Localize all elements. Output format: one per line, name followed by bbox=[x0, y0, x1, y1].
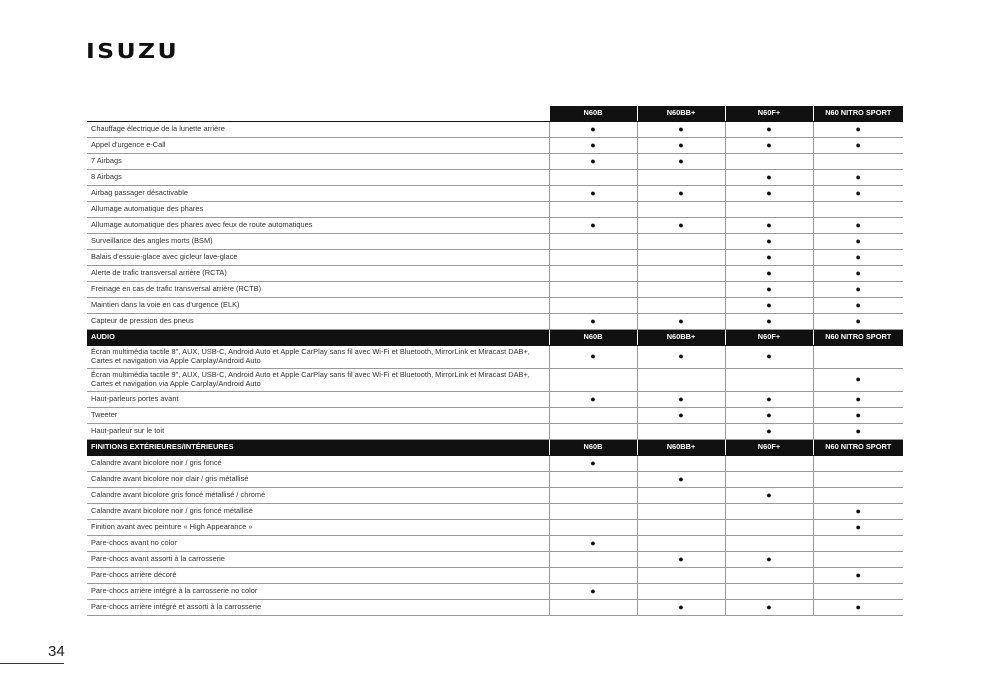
bullet-icon: ● bbox=[855, 219, 861, 230]
feature-label: Pare-chocs arrière intégré à la carrosserie no color bbox=[87, 584, 549, 600]
availability-cell-empty bbox=[813, 202, 903, 218]
availability-cell-empty bbox=[813, 154, 903, 170]
section-header bbox=[87, 106, 903, 122]
availability-cell-empty bbox=[637, 298, 725, 314]
table-row bbox=[87, 520, 903, 536]
table-row bbox=[87, 456, 903, 472]
availability-cell-empty bbox=[637, 520, 725, 536]
availability-cell bbox=[813, 234, 903, 250]
page-number: 34 bbox=[48, 643, 65, 660]
feature-label: Airbag passager désactivable bbox=[87, 186, 549, 202]
availability-cell-empty bbox=[725, 568, 813, 584]
bullet-icon: ● bbox=[678, 155, 684, 166]
bullet-icon: ● bbox=[590, 123, 596, 134]
availability-cell bbox=[725, 186, 813, 202]
feature-label: Alerte de trafic transversal arrière (RCTA) bbox=[87, 266, 549, 282]
bullet-icon: ● bbox=[590, 187, 596, 198]
availability-cell bbox=[725, 392, 813, 408]
bullet-icon: ● bbox=[766, 139, 772, 150]
availability-cell bbox=[725, 250, 813, 266]
availability-cell bbox=[813, 408, 903, 424]
bullet-icon: ● bbox=[855, 409, 861, 420]
availability-cell-empty bbox=[637, 369, 725, 392]
bullet-icon: ● bbox=[590, 315, 596, 326]
table-row bbox=[87, 584, 903, 600]
availability-cell-empty bbox=[549, 202, 637, 218]
table-row bbox=[87, 170, 903, 186]
availability-cell-empty bbox=[637, 488, 725, 504]
column-header: N60F+ bbox=[725, 106, 813, 122]
feature-label: Balais d'essuie-glace avec gicleur lave-glace bbox=[87, 250, 549, 266]
availability-cell bbox=[637, 346, 725, 369]
availability-cell-empty bbox=[813, 584, 903, 600]
bullet-icon: ● bbox=[766, 267, 772, 278]
availability-cell bbox=[813, 282, 903, 298]
table-row bbox=[87, 536, 903, 552]
bullet-icon: ● bbox=[855, 569, 861, 580]
section-header bbox=[87, 330, 903, 346]
availability-cell bbox=[725, 282, 813, 298]
bullet-icon: ● bbox=[855, 251, 861, 262]
availability-cell-empty bbox=[813, 472, 903, 488]
availability-cell bbox=[813, 369, 903, 392]
section-title: AUDIO bbox=[87, 330, 549, 346]
column-header: N60B bbox=[549, 330, 637, 346]
availability-cell bbox=[549, 154, 637, 170]
availability-cell-empty bbox=[637, 536, 725, 552]
availability-cell bbox=[549, 584, 637, 600]
column-header: N60F+ bbox=[725, 330, 813, 346]
feature-label: 8 Airbags bbox=[87, 170, 549, 186]
bullet-icon: ● bbox=[678, 473, 684, 484]
availability-cell bbox=[813, 298, 903, 314]
availability-cell bbox=[813, 520, 903, 536]
table-row bbox=[87, 424, 903, 440]
table-row bbox=[87, 392, 903, 408]
bullet-icon: ● bbox=[590, 585, 596, 596]
bullet-icon: ● bbox=[855, 374, 861, 385]
availability-cell bbox=[813, 504, 903, 520]
availability-cell-empty bbox=[725, 456, 813, 472]
availability-cell bbox=[725, 346, 813, 369]
availability-cell bbox=[637, 600, 725, 616]
table-row bbox=[87, 552, 903, 568]
table-row bbox=[87, 202, 903, 218]
availability-cell bbox=[813, 170, 903, 186]
feature-label: Écran multimédia tactile 9'', AUX, USB-C, Android Auto et Apple CarPlay sans fil avec Wi-Fi et Bluetooth, MirrorLink et Miracast DAB+, Cartes et navigation via Apple Carplay/Android Auto bbox=[87, 369, 549, 392]
availability-cell bbox=[725, 552, 813, 568]
availability-cell-empty bbox=[549, 408, 637, 424]
availability-cell bbox=[637, 472, 725, 488]
availability-cell-empty bbox=[813, 488, 903, 504]
availability-cell-empty bbox=[725, 520, 813, 536]
availability-cell bbox=[549, 314, 637, 330]
availability-cell bbox=[813, 266, 903, 282]
availability-cell-empty bbox=[637, 456, 725, 472]
bullet-icon: ● bbox=[855, 425, 861, 436]
availability-cell bbox=[725, 138, 813, 154]
bullet-icon: ● bbox=[678, 139, 684, 150]
feature-label: Pare-chocs avant no color bbox=[87, 536, 549, 552]
availability-cell bbox=[725, 314, 813, 330]
table-row bbox=[87, 369, 903, 392]
bullet-icon: ● bbox=[766, 409, 772, 420]
bullet-icon: ● bbox=[766, 219, 772, 230]
table-row bbox=[87, 472, 903, 488]
availability-cell bbox=[813, 568, 903, 584]
column-header: N60B bbox=[549, 106, 637, 122]
feature-label: Tweeter bbox=[87, 408, 549, 424]
bullet-icon: ● bbox=[855, 235, 861, 246]
feature-label: Haut-parleurs portes avant bbox=[87, 392, 549, 408]
column-header: N60BB+ bbox=[637, 106, 725, 122]
table-row bbox=[87, 218, 903, 234]
availability-cell bbox=[725, 170, 813, 186]
availability-cell-empty bbox=[549, 250, 637, 266]
availability-cell bbox=[637, 552, 725, 568]
availability-cell-empty bbox=[637, 584, 725, 600]
availability-cell-empty bbox=[549, 568, 637, 584]
table-row bbox=[87, 234, 903, 250]
bullet-icon: ● bbox=[766, 235, 772, 246]
bullet-icon: ● bbox=[766, 187, 772, 198]
availability-cell-empty bbox=[637, 170, 725, 186]
bullet-icon: ● bbox=[678, 393, 684, 404]
availability-cell bbox=[813, 392, 903, 408]
availability-cell-empty bbox=[725, 202, 813, 218]
availability-cell bbox=[725, 122, 813, 138]
availability-cell-empty bbox=[549, 282, 637, 298]
section-title-blank bbox=[87, 106, 549, 122]
section-header bbox=[87, 440, 903, 456]
availability-cell-empty bbox=[549, 552, 637, 568]
availability-cell-empty bbox=[637, 424, 725, 440]
bullet-icon: ● bbox=[590, 457, 596, 468]
feature-label: Freinage en cas de trafic transversal arrière (RCTB) bbox=[87, 282, 549, 298]
availability-cell bbox=[549, 456, 637, 472]
availability-cell bbox=[813, 218, 903, 234]
bullet-icon: ● bbox=[766, 171, 772, 182]
availability-cell-empty bbox=[725, 504, 813, 520]
availability-cell-empty bbox=[813, 552, 903, 568]
availability-cell bbox=[725, 600, 813, 616]
availability-cell bbox=[637, 122, 725, 138]
feature-label: Pare-chocs arrière intégré et assorti à la carrosserie bbox=[87, 600, 549, 616]
column-header: N60 NITRO SPORT bbox=[813, 330, 903, 346]
bullet-icon: ● bbox=[855, 283, 861, 294]
page-number-rule bbox=[0, 663, 64, 664]
availability-cell-empty bbox=[725, 536, 813, 552]
bullet-icon: ● bbox=[678, 601, 684, 612]
bullet-icon: ● bbox=[855, 171, 861, 182]
availability-cell-empty bbox=[549, 504, 637, 520]
availability-cell bbox=[725, 218, 813, 234]
availability-cell bbox=[549, 122, 637, 138]
availability-cell bbox=[813, 250, 903, 266]
bullet-icon: ● bbox=[590, 393, 596, 404]
availability-cell-empty bbox=[549, 234, 637, 250]
bullet-icon: ● bbox=[766, 123, 772, 134]
availability-cell-empty bbox=[813, 456, 903, 472]
feature-label: Maintien dans la voie en cas d'urgence (ELK) bbox=[87, 298, 549, 314]
column-header: N60F+ bbox=[725, 440, 813, 456]
feature-label: Finition avant avec peinture « High Appearance » bbox=[87, 520, 549, 536]
bullet-icon: ● bbox=[855, 505, 861, 516]
feature-label: Chauffage électrique de la lunette arrière bbox=[87, 122, 549, 138]
availability-cell-empty bbox=[549, 298, 637, 314]
bullet-icon: ● bbox=[855, 139, 861, 150]
availability-cell-empty bbox=[725, 584, 813, 600]
brand-logo: ISUZU bbox=[86, 39, 180, 63]
availability-cell-empty bbox=[637, 282, 725, 298]
availability-cell bbox=[813, 314, 903, 330]
bullet-icon: ● bbox=[855, 521, 861, 532]
column-header: N60 NITRO SPORT bbox=[813, 106, 903, 122]
bullet-icon: ● bbox=[678, 351, 684, 362]
bullet-icon: ● bbox=[766, 283, 772, 294]
equipment-table bbox=[87, 106, 903, 616]
bullet-icon: ● bbox=[766, 425, 772, 436]
table-row bbox=[87, 504, 903, 520]
bullet-icon: ● bbox=[766, 315, 772, 326]
feature-label: Calandre avant bicolore noir / gris foncé métallisé bbox=[87, 504, 549, 520]
feature-label: Calandre avant bicolore noir clair / gris métallisé bbox=[87, 472, 549, 488]
availability-cell bbox=[549, 186, 637, 202]
availability-cell bbox=[549, 536, 637, 552]
feature-label: Allumage automatique des phares avec feux de route automatiques bbox=[87, 218, 549, 234]
table-row bbox=[87, 250, 903, 266]
availability-cell-empty bbox=[725, 472, 813, 488]
availability-cell bbox=[637, 138, 725, 154]
feature-label: Surveillance des angles morts (BSM) bbox=[87, 234, 549, 250]
bullet-icon: ● bbox=[678, 123, 684, 134]
table-row bbox=[87, 154, 903, 170]
availability-cell-empty bbox=[549, 488, 637, 504]
availability-cell-empty bbox=[549, 266, 637, 282]
availability-cell bbox=[637, 314, 725, 330]
bullet-icon: ● bbox=[590, 537, 596, 548]
bullet-icon: ● bbox=[678, 553, 684, 564]
availability-cell-empty bbox=[637, 234, 725, 250]
availability-cell bbox=[637, 392, 725, 408]
availability-cell-empty bbox=[637, 266, 725, 282]
availability-cell bbox=[813, 122, 903, 138]
availability-cell-empty bbox=[549, 424, 637, 440]
availability-cell-empty bbox=[813, 346, 903, 369]
availability-cell bbox=[813, 600, 903, 616]
availability-cell-empty bbox=[725, 154, 813, 170]
table-row bbox=[87, 346, 903, 369]
availability-cell-empty bbox=[637, 250, 725, 266]
availability-cell-empty bbox=[637, 202, 725, 218]
bullet-icon: ● bbox=[855, 315, 861, 326]
availability-cell bbox=[813, 138, 903, 154]
feature-label: Calandre avant bicolore noir / gris foncé bbox=[87, 456, 549, 472]
availability-cell-empty bbox=[549, 600, 637, 616]
feature-label: Calandre avant bicolore gris foncé métallisé / chromé bbox=[87, 488, 549, 504]
equipment-table-body bbox=[87, 106, 903, 616]
availability-cell bbox=[813, 186, 903, 202]
availability-cell-empty bbox=[637, 504, 725, 520]
table-row bbox=[87, 298, 903, 314]
bullet-icon: ● bbox=[590, 351, 596, 362]
bullet-icon: ● bbox=[766, 489, 772, 500]
bullet-icon: ● bbox=[766, 553, 772, 564]
availability-cell bbox=[725, 266, 813, 282]
availability-cell bbox=[725, 488, 813, 504]
table-row bbox=[87, 186, 903, 202]
bullet-icon: ● bbox=[590, 155, 596, 166]
feature-label: Haut-parleur sur le toit bbox=[87, 424, 549, 440]
bullet-icon: ● bbox=[590, 139, 596, 150]
availability-cell bbox=[637, 408, 725, 424]
availability-cell bbox=[725, 408, 813, 424]
availability-cell-empty bbox=[725, 369, 813, 392]
bullet-icon: ● bbox=[766, 393, 772, 404]
feature-label: Écran multimédia tactile 8'', AUX, USB-C, Android Auto et Apple CarPlay sans fil avec Wi-Fi et Bluetooth, MirrorLink et Miracast DAB+, Cartes et navigation via Apple Carplay/Android Auto bbox=[87, 346, 549, 369]
availability-cell-empty bbox=[549, 520, 637, 536]
feature-label: Pare-chocs arrière décoré bbox=[87, 568, 549, 584]
bullet-icon: ● bbox=[766, 601, 772, 612]
table-row bbox=[87, 282, 903, 298]
bullet-icon: ● bbox=[678, 409, 684, 420]
feature-label: 7 Airbags bbox=[87, 154, 549, 170]
availability-cell bbox=[549, 346, 637, 369]
bullet-icon: ● bbox=[855, 601, 861, 612]
table-row bbox=[87, 568, 903, 584]
column-header: N60BB+ bbox=[637, 440, 725, 456]
availability-cell-empty bbox=[549, 369, 637, 392]
bullet-icon: ● bbox=[855, 267, 861, 278]
bullet-icon: ● bbox=[855, 393, 861, 404]
table-row bbox=[87, 266, 903, 282]
availability-cell bbox=[813, 424, 903, 440]
section-title: FINITIONS EXTÉRIEURES/INTÉRIEURES bbox=[87, 440, 549, 456]
availability-cell-empty bbox=[549, 170, 637, 186]
bullet-icon: ● bbox=[855, 187, 861, 198]
table-row bbox=[87, 138, 903, 154]
availability-cell-empty bbox=[637, 568, 725, 584]
availability-cell bbox=[637, 154, 725, 170]
column-header: N60BB+ bbox=[637, 330, 725, 346]
column-header: N60B bbox=[549, 440, 637, 456]
feature-label: Allumage automatique des phares bbox=[87, 202, 549, 218]
bullet-icon: ● bbox=[678, 315, 684, 326]
availability-cell bbox=[549, 218, 637, 234]
availability-cell-empty bbox=[549, 472, 637, 488]
feature-label: Pare-chocs avant assorti à la carrosserie bbox=[87, 552, 549, 568]
availability-cell bbox=[637, 186, 725, 202]
availability-cell bbox=[549, 138, 637, 154]
table-row bbox=[87, 408, 903, 424]
availability-cell bbox=[637, 218, 725, 234]
availability-cell bbox=[725, 424, 813, 440]
table-row bbox=[87, 314, 903, 330]
availability-cell bbox=[725, 234, 813, 250]
bullet-icon: ● bbox=[678, 187, 684, 198]
feature-label: Capteur de pression des pneus bbox=[87, 314, 549, 330]
feature-label: Appel d'urgence e-Call bbox=[87, 138, 549, 154]
availability-cell-empty bbox=[813, 536, 903, 552]
bullet-icon: ● bbox=[766, 351, 772, 362]
bullet-icon: ● bbox=[766, 251, 772, 262]
bullet-icon: ● bbox=[590, 219, 596, 230]
bullet-icon: ● bbox=[678, 219, 684, 230]
table-row bbox=[87, 488, 903, 504]
bullet-icon: ● bbox=[855, 123, 861, 134]
bullet-icon: ● bbox=[766, 299, 772, 310]
table-row bbox=[87, 122, 903, 138]
table-row bbox=[87, 600, 903, 616]
column-header: N60 NITRO SPORT bbox=[813, 440, 903, 456]
bullet-icon: ● bbox=[855, 299, 861, 310]
availability-cell bbox=[549, 392, 637, 408]
availability-cell bbox=[725, 298, 813, 314]
